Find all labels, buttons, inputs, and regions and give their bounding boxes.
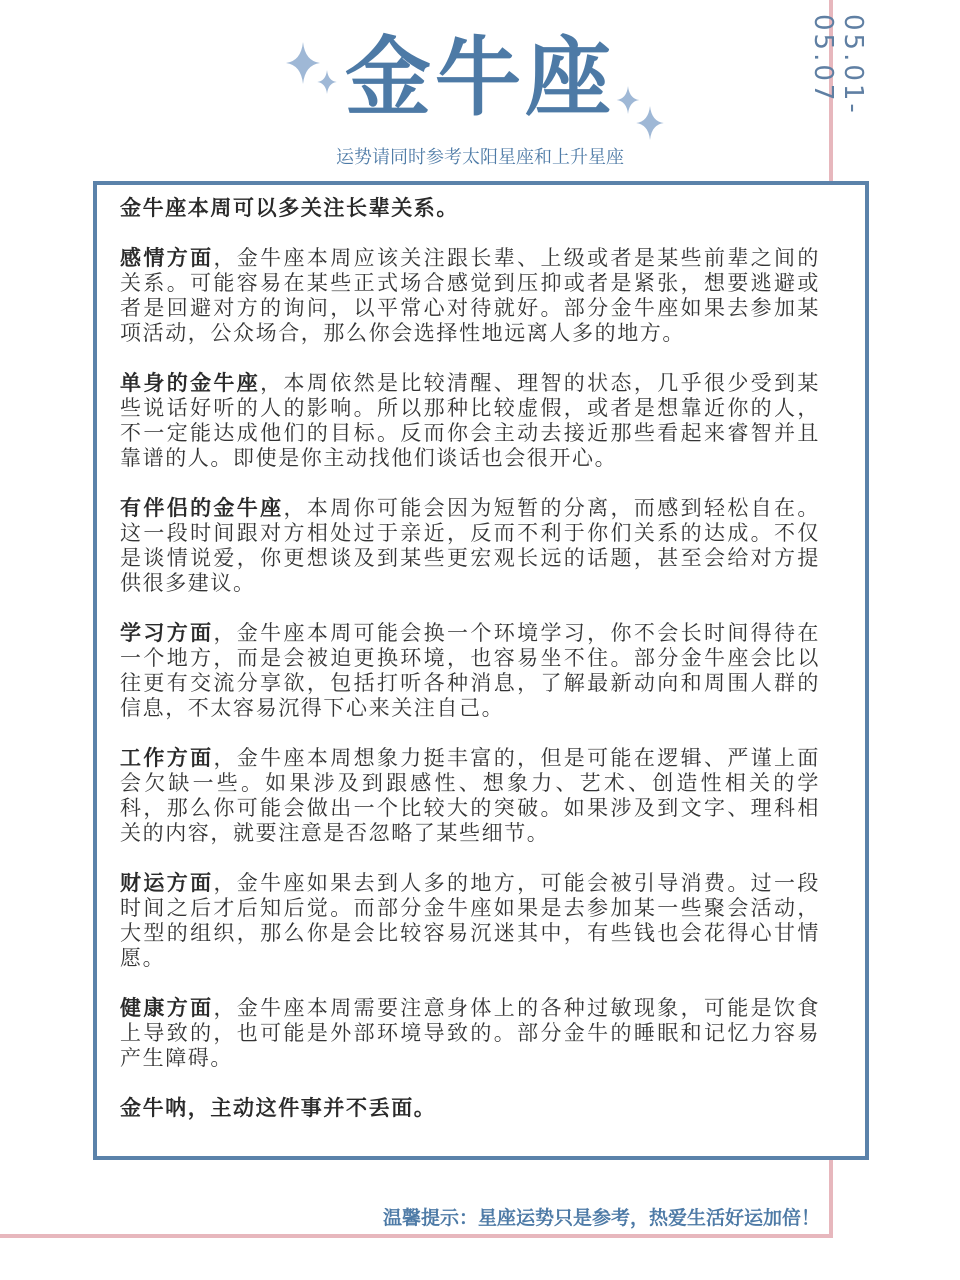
pink-horizontal-line [0,1234,833,1238]
sparkle-icon [317,70,337,94]
section-study [120,621,820,721]
section-heading: 感情方面 [120,246,214,270]
section-single [120,371,820,471]
section-partnered [120,496,820,596]
section-heading: 学习方面 [120,621,214,645]
section-heading: 有伴侣的金牛座 [120,496,284,520]
sparkle-icon [286,42,320,84]
date-range: 05.01-05.07 [808,14,868,116]
page-title: 金牛座 [345,28,615,128]
section-love [120,246,820,346]
section-text: ，金牛座本周应该关注跟长辈、上级或者是某些前辈之间的关系。可能容易在某些正式场合感觉到压抑或者是紧张，想要逃避或者是回避对方的询问，以平常心对待就好。部分金牛座如果去参加某项活动，公众场合，那么你会选择性地远离人多的地方。 [120,246,820,345]
section-text: ，金牛座本周需要注意身体上的各种过敏现象，可能是饮食上导致的，也可能是外部环境导致的。部分金牛的睡眠和记忆力容易产生障碍。 [120,996,820,1070]
horoscope-body [120,196,820,1146]
sparkle-icon [636,106,664,140]
section-heading: 财运方面 [120,871,214,895]
section-heading: 单身的金牛座 [120,371,261,395]
section-health [120,996,820,1071]
section-text: ，金牛座本周可能会换一个环境学习，你不会长时间得待在一个地方，而是会被迫更换环境，也容易坐不住。部分金牛座会比以往更有交流分享欲，包括打听各种消息，了解最新动向和周围人群的信息，不太容易沉得下心来关注自己。 [120,621,820,720]
closing-line: 金牛呐，主动这件事并不丢面。 [120,1096,437,1120]
section-heading: 工作方面 [120,746,214,770]
section-work [120,746,820,846]
footer-tip: 温馨提示：星座运势只是参考，热爱生活好运加倍！ [382,1207,820,1229]
section-text: ，本周依然是比较清醒、理智的状态，几乎很少受到某些说话好听的人的影响。所以那种比较虚假，或者是想靠近你的人，不一定能达成他们的目标。反而你会主动去接近那些看起来睿智并且靠谱的人。即使是你主动找他们谈话也会很开心。 [120,371,820,470]
section-heading: 健康方面 [120,996,214,1020]
subtitle: 运势请同时参考太阳星座和上升星座 [336,147,624,168]
section-text: ，金牛座如果去到人多的地方，可能会被引导消费。过一段时间之后才后知后觉。而部分金牛座如果是去参加某一些聚会活动，大型的组织，那么你是会比较容易沉迷其中，有些钱也会花得心甘情愿。 [120,871,820,970]
section-text: ，本周你可能会因为短暂的分离，而感到轻松自在。这一段时间跟对方相处过于亲近，反而不利于你们关系的达成。不仅是谈情说爱，你更想谈及到某些更宏观长远的话题，甚至会给对方提供很多建议。 [120,496,820,595]
intro-line: 金牛座本周可以多关注长辈关系。 [120,196,459,220]
section-wealth [120,871,820,971]
section-text: ，金牛座本周想象力挺丰富的，但是可能在逻辑、严谨上面会欠缺一些。如果涉及到跟感性、想象力、艺术、创造性相关的学科，那么你可能会做出一个比较大的突破。如果涉及到文字、理科相关的内容，就要注意是否忽略了某些细节。 [120,746,820,845]
